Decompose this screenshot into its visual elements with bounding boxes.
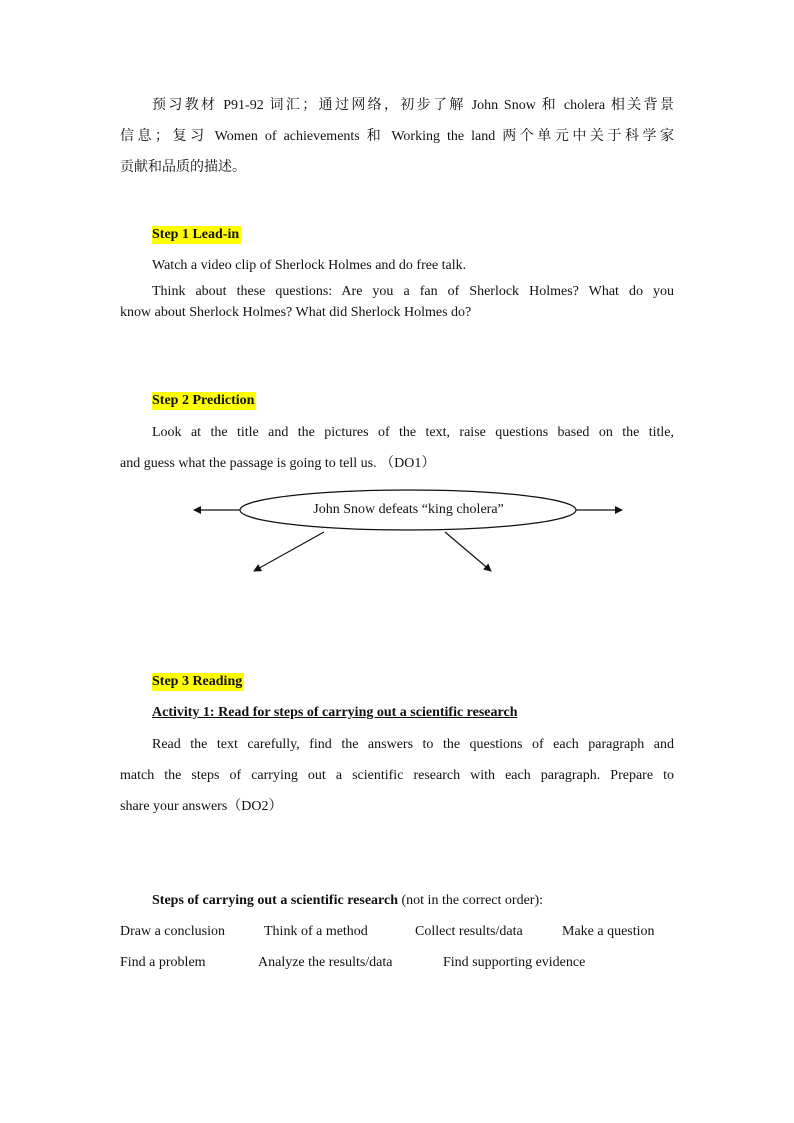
steps-title — [120, 891, 674, 911]
step-option: Make a question — [562, 924, 655, 939]
steps-title-bold: Steps of carrying out a scientific research — [152, 893, 398, 908]
steps-row-2 — [120, 953, 680, 973]
step2-line-2: and guess what the passage is going to tell us. （DO1） — [120, 456, 436, 471]
step1-line-3: know about Sherlock Holmes? What did Sherlock Holmes do? — [120, 305, 472, 320]
step-option: Think of a method — [264, 924, 368, 939]
step-option: Find a problem — [120, 955, 206, 970]
step3-line-3: share your answers（DO2） — [120, 799, 283, 814]
step3-line-2: match the steps of carrying out a scientific research with each paragraph. Prepare to — [120, 768, 674, 783]
step1-line-2: Think about these questions: Are you a fan of Sherlock Holmes? What do you — [152, 284, 674, 299]
prediction-mind-map — [0, 480, 794, 590]
diagram-center-label: John Snow defeats “king cholera” — [313, 502, 504, 517]
activity1-title: Activity 1: Read for steps of carrying out a scientific research — [152, 705, 518, 720]
step-option: Analyze the results/data — [258, 955, 393, 970]
steps-row-1 — [120, 922, 680, 942]
step2-heading: Step 2 Prediction — [152, 393, 255, 408]
step3-heading: Step 3 Reading — [152, 674, 243, 689]
preview-line-2: 信息；复习 Women of achievements 和 Working the land 两个单元中关于科学家 — [120, 129, 674, 144]
step2-line-1: Look at the title and the pictures of the text, raise questions based on the title, — [152, 425, 674, 440]
arrow-down-right — [445, 532, 491, 571]
step-option: Draw a conclusion — [120, 924, 225, 939]
preview-line-1: 预习教材 P91-92 词汇；通过网络，初步了解 John Snow 和 cholera 相关背景 — [152, 98, 674, 113]
steps-title-rest: (not in the correct order): — [398, 893, 543, 908]
step1-line-1: Watch a video clip of Sherlock Holmes and do free talk. — [152, 258, 467, 273]
step1-heading: Step 1 Lead-in — [152, 227, 240, 242]
step-option: Collect results/data — [415, 924, 523, 939]
step-option: Find supporting evidence — [443, 955, 586, 970]
step3-line-1: Read the text carefully, find the answers to the questions of each paragraph and — [152, 737, 674, 752]
preview-line-3: 贡献和品质的描述。 — [120, 160, 246, 175]
arrow-down-left — [254, 532, 324, 571]
